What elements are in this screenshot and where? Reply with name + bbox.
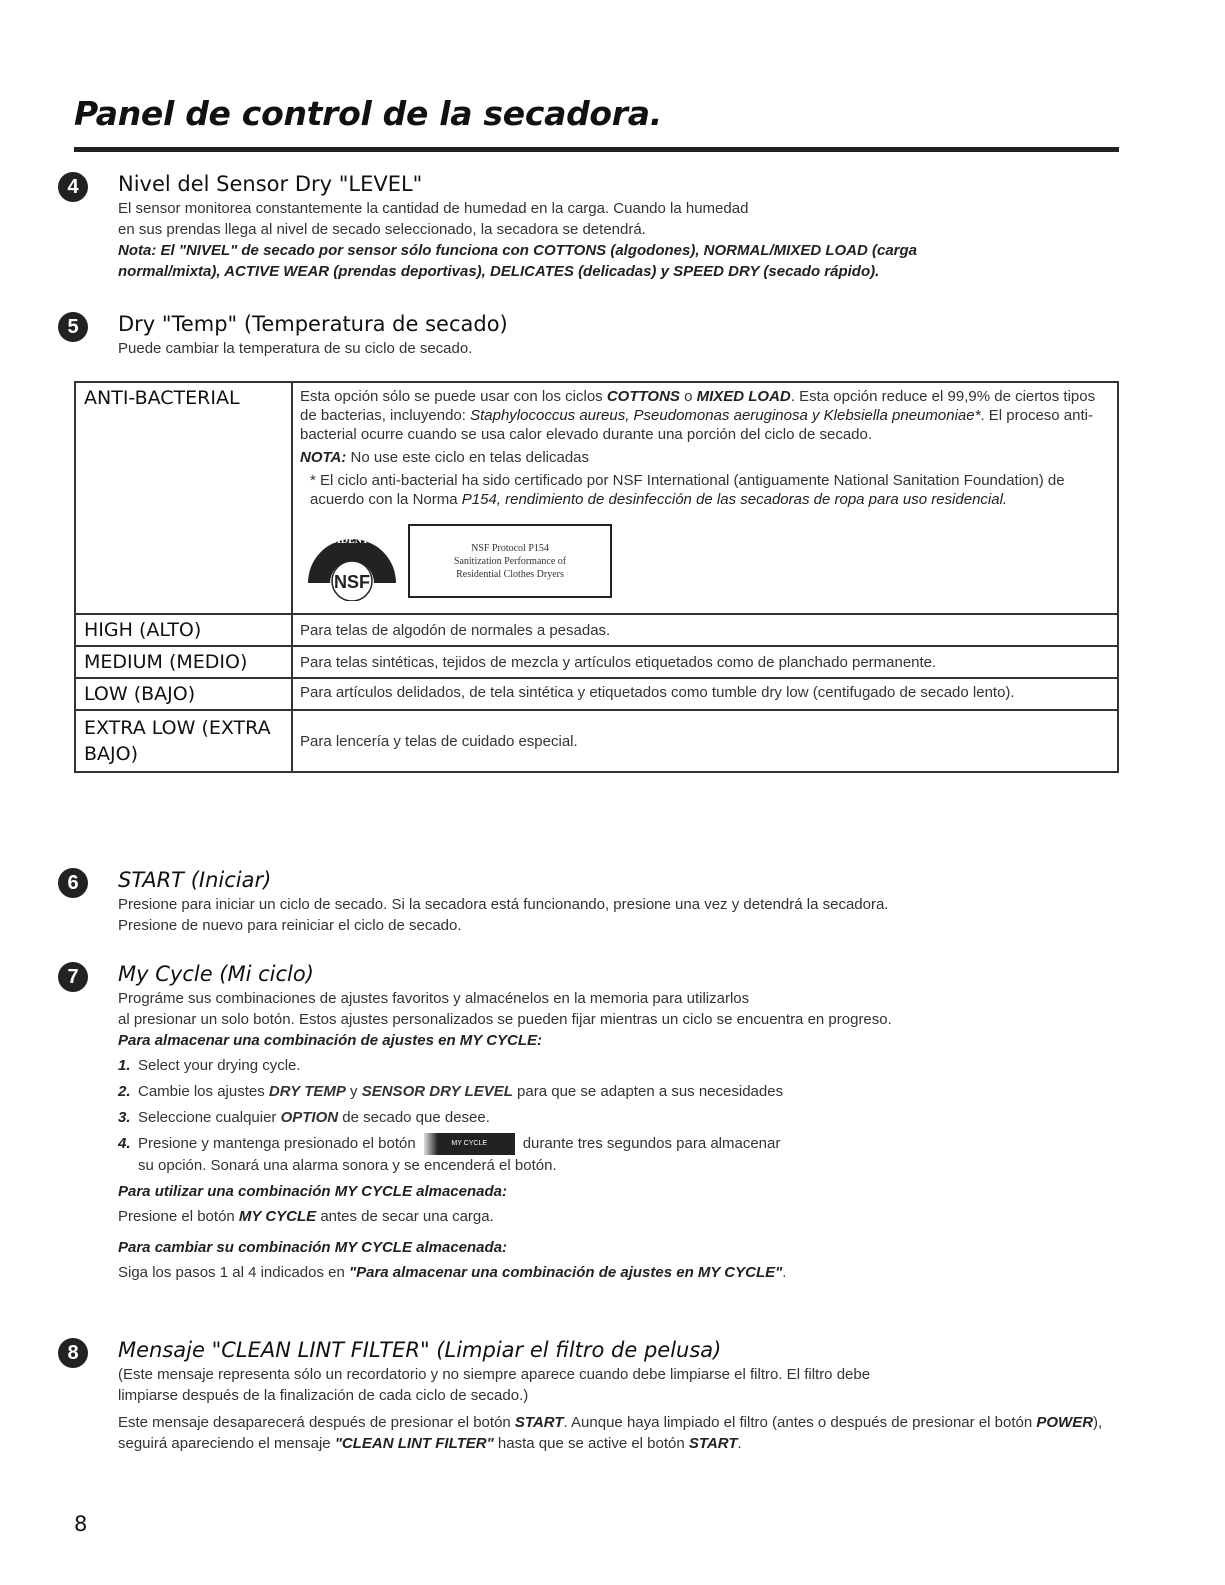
table-label: ANTI-BACTERIAL [75, 382, 292, 614]
table-description: Para telas sintéticas, tejidos de mezcla y artículos etiquetados como de planchado permanente. [292, 646, 1118, 678]
section-number-badge: 7 [58, 962, 88, 992]
table-row [75, 710, 1118, 772]
svg-text:RESIDENTIAL: RESIDENTIAL [317, 535, 387, 546]
table-description: Para lencería y telas de cuidado especial. [292, 710, 1118, 772]
section-heading: Dry "Temp" (Temperatura de secado) [118, 312, 508, 336]
list-item: 2. Cambie los ajustes DRY TEMP y SENSOR DRY LEVEL para que se adapten a sus necesidades [118, 1083, 784, 1100]
table-label: LOW (BAJO) [75, 678, 292, 710]
list-item: 4. Presione y mantenga presionado el botón MY CYCLE durante tres segundos para almacenar su opción. Sonará una alarma sonora y se encenderá el botón. [118, 1135, 781, 1175]
table-description [292, 382, 1118, 614]
section-body-line: Presione para iniciar un ciclo de secado. Si la secadora está funcionando, presione una vez y detendrá la secadora. [118, 896, 889, 913]
nsf-residential-seal [300, 521, 404, 601]
title-rule [74, 147, 1119, 152]
section-body-line: al presionar un solo botón. Estos ajustes personalizados se pueden fijar mientras un ciclo se encuentra en progreso. [118, 1011, 892, 1028]
table-description: Para telas de algodón de normales a pesadas. [292, 614, 1118, 646]
section-number-badge: 8 [58, 1338, 88, 1368]
section-heading: Mensaje "CLEAN LINT FILTER" (Limpiar el filtro de pelusa) [118, 1338, 722, 1362]
table-row [75, 382, 1118, 614]
table-label: HIGH (ALTO) [75, 614, 292, 646]
page-number: 8 [74, 1512, 88, 1536]
store-heading: Para almacenar una combinación de ajustes en MY CYCLE: [118, 1032, 543, 1049]
section-number-badge: 4 [58, 172, 88, 202]
table-label: EXTRA LOW (EXTRA BAJO) [75, 710, 292, 772]
section-note-line: normal/mixta), ACTIVE WEAR (prendas deportivas), DELICATES (delicadas) y SPEED DRY (secado rápido). [118, 263, 880, 280]
section-heading: My Cycle (Mi ciclo) [118, 962, 314, 986]
table-row [75, 614, 1118, 646]
section-my-cycle [67, 960, 1119, 1283]
temperature-table [74, 381, 1119, 773]
section-number-badge: 5 [58, 312, 88, 342]
section-body-line: en sus prendas llega al nivel de secado seleccionado, la secadora se detendrá. [118, 221, 646, 238]
table-row [75, 646, 1118, 678]
section-body-line: Presione de nuevo para reiniciar el ciclo de secado. [118, 917, 462, 934]
section-clean-lint-filter [67, 1336, 1119, 1454]
svg-text:NSF: NSF [334, 572, 370, 592]
section-body-line: Puede cambiar la temperatura de su ciclo de secado. [118, 340, 473, 357]
section-body-line: (Este mensaje representa sólo un recordatorio y no siempre aparece cuando debe limpiarse el filtro. El filtro debe [118, 1366, 871, 1383]
page-title: Panel de control de la secadora. [74, 94, 662, 133]
section-sensor-dry-level [67, 170, 1119, 282]
use-heading: Para utilizar una combinación MY CYCLE almacenada: [118, 1183, 507, 1201]
section-number-badge: 6 [58, 868, 88, 898]
change-heading: Para cambiar su combinación MY CYCLE almacenada: [118, 1239, 508, 1257]
list-item: 1. Select your drying cycle. [118, 1057, 301, 1074]
antibac-paragraph: Esta opción sólo se puede usar con los ciclos COTTONS o MIXED LOAD. Esta opción reduce el 99,9% de ciertos tipos de bacterias, incluyendo: Staphylococcus aureus, Pseudomonas aeruginosa y Klebsiella pneumoniae*. El proceso anti-bacterial ocurre cuando se usa calor elevado durante una porción del ciclo de secado. [300, 388, 1096, 443]
section-heading: START (Iniciar) [118, 868, 272, 892]
antibac-note: NOTA: No use este ciclo en telas delicadas [300, 449, 590, 466]
table-row [75, 678, 1118, 710]
use-body: Presione el botón MY CYCLE antes de secar una carga. [118, 1208, 494, 1226]
section-heading: Nivel del Sensor Dry "LEVEL" [118, 172, 423, 196]
section-body-line: Prográme sus combinaciones de ajustes favoritos y almacénelos en la memoria para utilizarlos [118, 990, 750, 1007]
nsf-protocol-box: NSF Protocol P154 Sanitization Performance of Residential Clothes Dryers [408, 524, 612, 598]
section-body-paragraph: Este mensaje desaparecerá después de presionar el botón START. Aunque haya limpiado el filtro (antes o después de presionar el botón POWER), seguirá apareciendo el mensaje "CLEAN LINT FILTER" hasta que se active el botón START. [118, 1414, 1103, 1452]
store-steps [118, 1055, 1119, 1176]
table-description: Para artículos delidados, de tela sintética y etiquetados como tumble dry low (centifugado de secado lento). [292, 678, 1118, 710]
nsf-certification [300, 521, 1110, 601]
section-dry-temp [67, 310, 1119, 359]
list-item: 3. Seleccione cualquier OPTION de secado que desee. [118, 1109, 490, 1126]
my-cycle-button-icon: MY CYCLE [424, 1133, 515, 1155]
section-body-line: limpiarse después de la finalización de cada ciclo de secado.) [118, 1387, 529, 1404]
section-note-line: Nota: El "NIVEL" de secado por sensor sólo funciona con COTTONS (algodones), NORMAL/MIXED LOAD (carga [118, 242, 918, 259]
section-start [67, 866, 1119, 936]
table-label: MEDIUM (MEDIO) [75, 646, 292, 678]
change-body: Siga los pasos 1 al 4 indicados en "Para almacenar una combinación de ajustes en MY CYCLE". [118, 1264, 787, 1282]
section-body-line: El sensor monitorea constantemente la cantidad de humedad en la carga. Cuando la humedad [118, 200, 749, 217]
antibac-footnote: * El ciclo anti-bacterial ha sido certificado por NSF International (antiguamente National Sanitation Foundation) de acuerdo con la Norma P154, rendimiento de desinfección de las secadoras de ropa para uso residencial. [310, 472, 1065, 508]
